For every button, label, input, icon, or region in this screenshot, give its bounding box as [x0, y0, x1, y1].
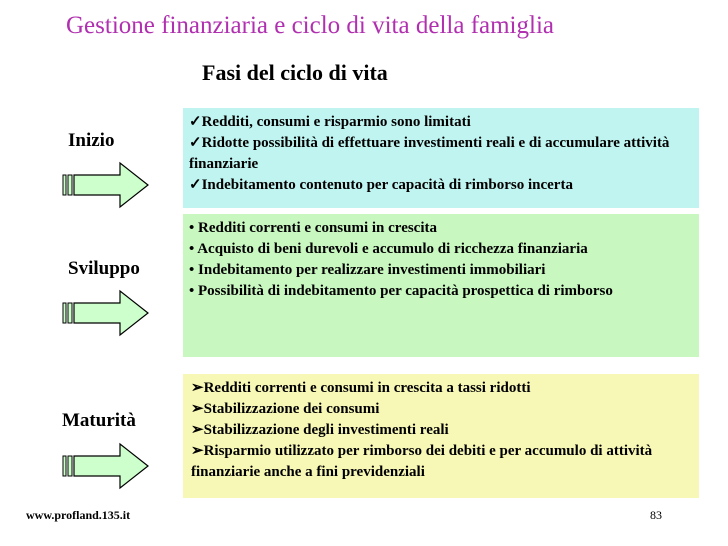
phase-label-inizio: Inizio: [68, 130, 115, 151]
page-number: 83: [650, 508, 662, 522]
check-icon: ✓: [189, 177, 202, 193]
list-item: ➢Stabilizzazione dei consumi: [191, 401, 380, 417]
list-item: • Possibilità di indebitamento per capacità prospettica di rimborso: [189, 283, 613, 299]
list-item: ➢Redditi correnti e consumi in crescita a tassi ridotti: [191, 380, 531, 396]
bullet-icon: •: [189, 262, 195, 278]
arrow-bullet-icon: ➢: [191, 401, 204, 417]
check-icon: ✓: [189, 135, 202, 151]
phase-box-inizio: [183, 108, 699, 208]
list-item: • Indebitamento per realizzare investimenti immobiliari: [189, 262, 546, 278]
slide-subtitle: Fasi del ciclo di vita: [202, 60, 388, 85]
list-item: ➢Stabilizzazione degli investimenti reali: [191, 422, 449, 438]
bullet-icon: •: [189, 283, 195, 299]
right-arrow-icon: [62, 160, 152, 210]
phase-box-maturita: [183, 374, 699, 498]
bullet-icon: •: [189, 241, 195, 257]
list-item: ✓Ridotte possibilità di effettuare investimenti reali e di accumulare attività finanziarie: [189, 135, 670, 172]
list-item: • Redditi correnti e consumi in crescita: [189, 220, 438, 236]
right-arrow-icon: [62, 441, 152, 491]
list-item: ✓Indebitamento contenuto per capacità di rimborso incerta: [189, 177, 573, 193]
arrow-bullet-icon: ➢: [191, 380, 204, 396]
phase-label-maturita: Maturità: [62, 410, 136, 431]
right-arrow-icon: [62, 288, 152, 338]
slide-title: Gestione finanziaria e ciclo di vita della famiglia: [66, 12, 554, 39]
list-item: ➢Risparmio utilizzato per rimborso dei debiti e per accumulo di attività finanziarie anche a fini previdenziali: [191, 443, 653, 480]
check-icon: ✓: [189, 114, 202, 130]
arrow-bullet-icon: ➢: [191, 422, 204, 438]
footer-website: www.profland.135.it: [26, 508, 131, 522]
phase-box-sviluppo: [183, 214, 699, 357]
list-item: ✓Redditi, consumi e risparmio sono limitati: [189, 114, 471, 130]
phase-label-sviluppo: Sviluppo: [68, 258, 140, 279]
arrow-bullet-icon: ➢: [191, 443, 204, 459]
list-item: • Acquisto di beni durevoli e accumulo di ricchezza finanziaria: [189, 241, 588, 257]
bullet-icon: •: [189, 220, 195, 236]
